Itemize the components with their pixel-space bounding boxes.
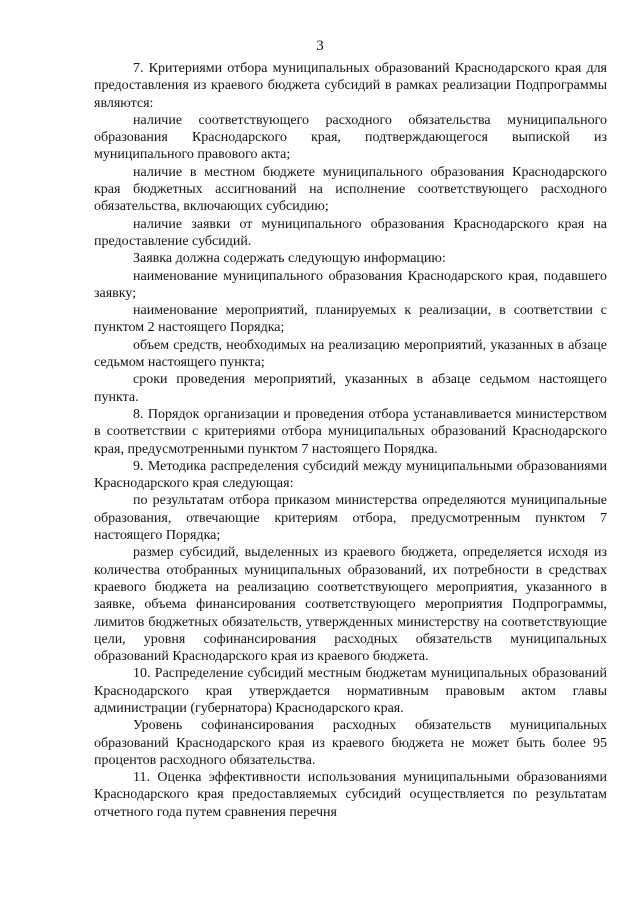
paragraph-9-methodology: 9. Методика распределения субсидий между муниципальными образованиями Краснодарского края следующая: xyxy=(94,458,607,492)
page-number: 3 xyxy=(316,38,324,54)
paragraph-criterion-application: наличие заявки от муниципального образования Краснодарского края на предоставление субсидий. xyxy=(94,216,607,249)
paragraph-11-evaluation: 11. Оценка эффективности использования муниципальными образованиями Краснодарского края предоставляемых субсидий осуществляется по результатам отчетного года путем сравнения перечня xyxy=(94,770,607,820)
paragraph-10-distribution: 10. Распределение субсидий местным бюджетам муниципальных образований Краснодарского края утверждается нормативным правовым актом главы администрации (губернатора) Краснодарского края. xyxy=(94,666,607,716)
paragraph-application-volume: объем средств, необходимых на реализацию мероприятий, указанных в абзаце седьмом настоящего пункта; xyxy=(94,337,607,371)
paragraph-criterion-obligation: наличие соответствующего расходного обязательства муниципального образования Краснодарского края, подтверждающегося выпиской из муниципального правового акта; xyxy=(94,112,607,163)
paragraph-criterion-budget: наличие в местном бюджете муниципального образования Краснодарского края бюджетных ассигнований на исполнение соответствующего расходного обязательства, включающих субсидию; xyxy=(94,164,607,215)
paragraph-8-selection-order: 8. Порядок организации и проведения отбора устанавливается министерством в соответствии с критериями отбора муниципальных образований Краснодарского края, предусмотренными пунктом 7 настоящего Порядка. xyxy=(94,406,607,457)
paragraph-7-criteria: 7. Критериями отбора муниципальных образований Краснодарского края для предоставления из краевого бюджета субсидий в рамках реализации Подпрограммы являются: xyxy=(94,61,607,111)
paragraph-application-terms: сроки проведения мероприятий, указанных в абзаце седьмом настоящего пункта. xyxy=(94,372,607,405)
paragraph-application-name: наименование муниципального образования Краснодарского края, подавшего заявку; xyxy=(94,268,607,301)
paragraph-methodology-amount: размер субсидий, выделенных из краевого бюджета, определяется исходя из количества отобранных муниципальных образований, их потребности в средствах краевого бюджета на реализацию соответствующего мероприятия, указанного в заявке, объема финансирования соответствующего мероприятия Подпрограммы, лимитов бюджетных обязательств, утвержденных министерству на соответствующие цели, уровня софинансирования расходных обязательств муниципальных образований Краснодарского края из краевого бюджета. xyxy=(94,545,607,665)
paragraph-methodology-selection: по результатам отбора приказом министерства определяются муниципальные образования, отвечающие критериям отбора, предусмотренным пунктом 7 настоящего Порядка; xyxy=(94,493,607,544)
paragraph-application-content: Заявка должна содержать следующую информацию: xyxy=(133,251,446,267)
paragraph-application-measures: наименование мероприятий, планируемых к реализации, в соответствии с пунктом 2 настоящего Порядка; xyxy=(94,303,607,336)
document-body xyxy=(94,60,607,821)
paragraph-cofinancing-level: Уровень софинансирования расходных обязательств муниципальных образований Краснодарского края из краевого бюджета не может быть более 95 процентов расходного обязательства. xyxy=(94,718,607,768)
